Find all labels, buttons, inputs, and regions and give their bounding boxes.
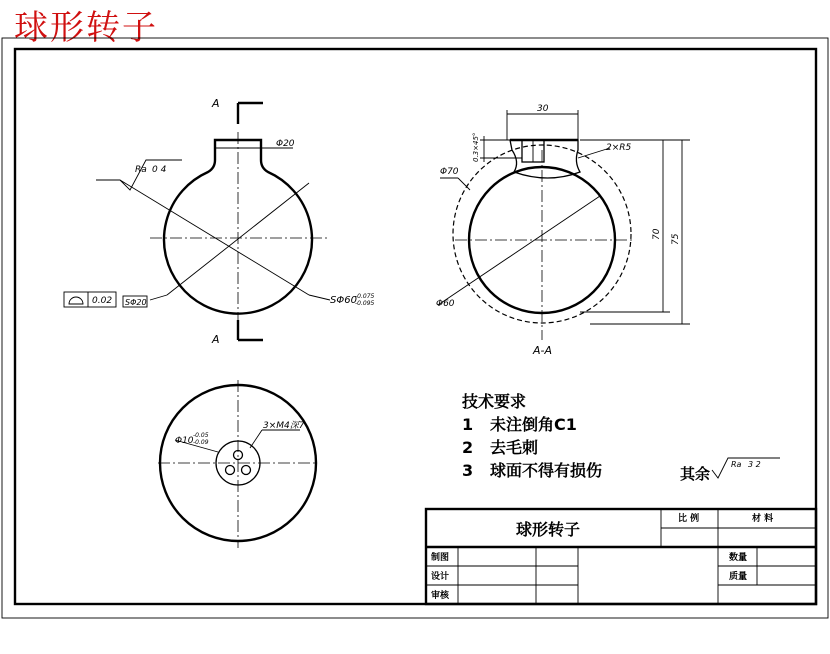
bottom-view bbox=[158, 380, 318, 548]
thread-hole-1 bbox=[226, 466, 235, 475]
roughness-value: 0 4 bbox=[152, 165, 167, 175]
mass-label: 质量 bbox=[729, 572, 748, 582]
thread-hole-2 bbox=[242, 466, 251, 475]
hole-dia-label: Φ10 bbox=[175, 436, 194, 446]
title-block bbox=[426, 509, 816, 604]
datum-leader bbox=[150, 295, 167, 300]
rest-label: 其余 bbox=[680, 465, 711, 483]
depth-dim-label: 0.3×45° bbox=[472, 132, 480, 162]
outer-dia-label: Φ70 bbox=[440, 167, 459, 177]
part-name: 球形转子 bbox=[516, 520, 581, 539]
rest-ra-value: 3 2 bbox=[748, 460, 761, 469]
thread-leader bbox=[250, 430, 262, 448]
technical-requirements bbox=[461, 392, 780, 483]
rest-roughness-symbol bbox=[712, 458, 780, 478]
drawing-title-watermark: 球形转子 bbox=[14, 8, 158, 48]
sphere-dia-leader bbox=[309, 295, 330, 300]
section-mark-top: A bbox=[212, 97, 220, 110]
width-dim-label: 30 bbox=[537, 104, 549, 114]
section-view bbox=[436, 104, 690, 357]
roughness-ra: Ra bbox=[135, 165, 147, 175]
inner-dia-label: Φ60 bbox=[436, 299, 455, 309]
profile-tolerance-value: 0.02 bbox=[92, 296, 113, 306]
height-outer-label: 75 bbox=[671, 233, 681, 245]
thread-note: 3×M4深7 bbox=[263, 421, 305, 431]
radius-dim-label: 2×R5 bbox=[606, 143, 632, 153]
requirement-2-text: 去毛刺 bbox=[490, 438, 539, 457]
design-label: 设计 bbox=[431, 572, 450, 582]
section-mark-bottom: A bbox=[212, 333, 220, 346]
drawn-label: 制图 bbox=[431, 553, 450, 563]
requirement-1-num: 1 bbox=[462, 415, 474, 434]
review-label: 审核 bbox=[431, 591, 450, 601]
material-label: 材 料 bbox=[752, 514, 774, 524]
diagonal-dim-1 bbox=[120, 180, 309, 295]
datum-label: SΦ20 bbox=[125, 298, 147, 307]
section-label: A-A bbox=[533, 344, 553, 357]
neck-diameter-label: Φ20 bbox=[276, 139, 295, 149]
hole-tol-upper: -0.05 bbox=[193, 432, 209, 439]
hole-tol-lower: -0.09 bbox=[193, 439, 209, 446]
front-view bbox=[64, 97, 375, 346]
outer-border bbox=[2, 38, 828, 618]
sphere-tol-upper: -0.075 bbox=[355, 293, 375, 300]
requirement-3-num: 3 bbox=[462, 461, 474, 480]
requirement-3-text: 球面不得有损伤 bbox=[490, 461, 603, 480]
requirement-2-num: 2 bbox=[462, 438, 474, 457]
requirements-heading: 技术要求 bbox=[462, 392, 527, 411]
sphere-tol-lower: -0.095 bbox=[355, 300, 375, 307]
scale-label: 比 例 bbox=[678, 514, 700, 524]
rest-ra: Ra bbox=[731, 460, 742, 469]
height-inner-label: 70 bbox=[652, 228, 662, 240]
profile-surface-icon bbox=[69, 297, 83, 304]
inner-dia-dim-line bbox=[438, 196, 600, 305]
requirement-1-text: 未注倒角C1 bbox=[490, 415, 577, 434]
sphere-diameter-label: SΦ60 bbox=[330, 295, 357, 306]
quantity-label: 数量 bbox=[729, 553, 748, 563]
